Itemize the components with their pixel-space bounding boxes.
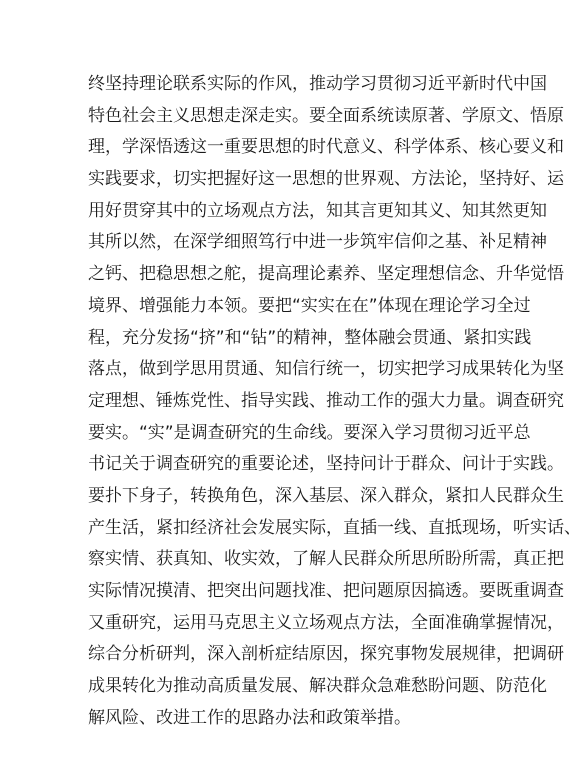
text-line: 定理想、锤炼党性、指导实践、推动工作的强大力量。调查研究	[88, 390, 564, 411]
text-line: 终坚持理论联系实际的作风，推动学习贯彻习近平新时代中国	[88, 74, 547, 94]
text-line: 产生活，紧扣经济社会发展实际，直插一线、直抵现场，听实话、	[88, 517, 581, 538]
text-line: 综合分析研判，深入剖析症结原因，探究事物发展规律，把调研	[88, 644, 564, 665]
text-line: 境界、增强能力本领。要把“实实在在”体现在理论学习全过	[88, 295, 531, 316]
text-line: 要实。“实”是调查研究的生命线。要深入学习贯彻习近平总	[88, 422, 531, 443]
text-line: 实际情况摸清、把突出问题找准、把问题原因搞透。要既重调查	[88, 581, 564, 601]
text-line: 实践要求，切实把握好这一思想的世界观、方法论，坚持好、运	[88, 169, 564, 190]
text-line: 其所以然，在深学细照笃行中进一步筑牢信仰之基、补足精神	[88, 232, 547, 253]
text-line: 成果转化为推动高质量发展、解决群众急难愁盼问题、防范化	[88, 676, 547, 697]
text-line: 察实情、获真知、收实效，了解人民群众所思所盼所需，真正把	[88, 549, 564, 570]
text-line: 用好贯穿其中的立场观点方法，知其言更知其义、知其然更知	[88, 200, 547, 221]
text-line: 特色社会主义思想走深走实。要全面系统读原著、学原文、悟原	[88, 105, 564, 126]
text-line: 理，学深悟透这一重要思想的时代意义、科学体系、核心要义和	[88, 137, 564, 158]
text-line: 要扑下身子，转换角色，深入基层、深入群众，紧扣人民群众生	[88, 485, 564, 506]
text-line: 解风险、改进工作的思路办法和政策举措。	[88, 707, 411, 728]
text-line: 书记关于调查研究的重要论述，坚持问计于群众、问计于实践。	[88, 454, 564, 475]
text-line: 程，充分发扬“挤”和“钻”的精神，整体融会贯通、紧扣实践	[88, 327, 532, 348]
text-line: 落点，做到学思用贯通、知信行统一，切实把学习成果转化为坚	[88, 359, 564, 380]
body-paragraph	[88, 69, 581, 734]
text-line: 之钙、把稳思想之舵，提高理论素养、坚定理想信念、升华觉悟	[88, 264, 564, 285]
text-line: 又重研究，运用马克思主义立场观点方法，全面准确掌握情况，	[88, 612, 564, 633]
